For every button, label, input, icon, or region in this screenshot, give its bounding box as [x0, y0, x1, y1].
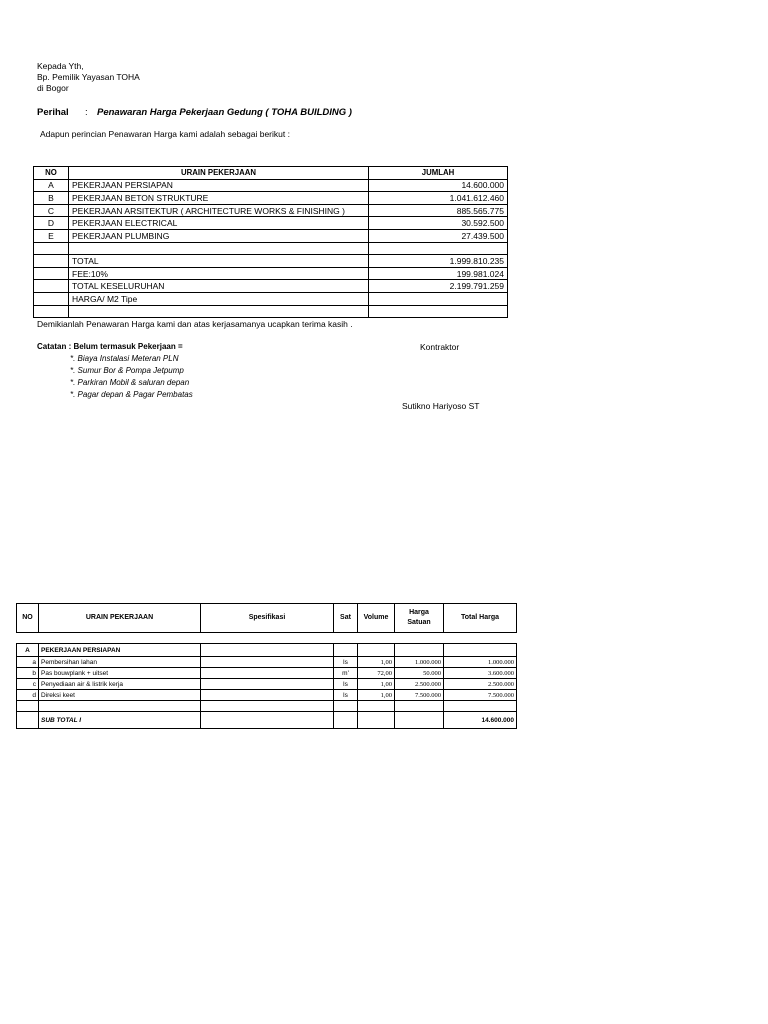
detail-header-specification: Spesifikasi	[201, 604, 334, 633]
summary-row-grand-total	[34, 280, 508, 293]
detail-header-description: URAIN PEKERJAAN	[39, 604, 201, 633]
row-no	[34, 305, 69, 318]
row-description: TOTAL KESELURUHAN	[69, 280, 369, 293]
empty-cell	[17, 712, 39, 729]
row-no	[34, 267, 69, 280]
detail-row	[17, 668, 517, 679]
detail-subtotal-row	[17, 712, 517, 729]
empty-cell	[358, 701, 395, 712]
empty-cell	[334, 644, 358, 657]
item-description: Pembersihan lahan	[39, 657, 201, 668]
detail-header-unit-price: Harga Satuan	[395, 604, 444, 633]
detail-section-row	[17, 644, 517, 657]
recipient-line-1: Kepada Yth,	[37, 61, 84, 71]
item-total-price: 3.600.000	[444, 668, 517, 679]
item-specification	[201, 679, 334, 690]
row-no: D	[34, 217, 69, 230]
perihal-subject: Penawaran Harga Pekerjaan Gedung ( TOHA BUILDING )	[97, 107, 352, 118]
empty-cell	[444, 644, 517, 657]
row-description	[69, 242, 369, 255]
note-item: *. Sumur Bor & Pompa Jetpump	[70, 366, 184, 375]
item-total-price: 7.500.000	[444, 690, 517, 701]
item-specification	[201, 657, 334, 668]
item-total-price: 2.500.000	[444, 679, 517, 690]
row-no	[34, 255, 69, 268]
empty-cell	[201, 644, 334, 657]
detail-table	[16, 603, 517, 729]
header-description: URAIN PEKERJAAN	[69, 167, 369, 180]
empty-cell	[358, 712, 395, 729]
detail-row	[17, 657, 517, 668]
summary-row	[34, 192, 508, 205]
summary-row	[34, 204, 508, 217]
summary-header-row	[34, 167, 508, 180]
empty-cell	[395, 701, 444, 712]
row-amount	[369, 242, 508, 255]
item-specification	[201, 668, 334, 679]
row-no	[34, 242, 69, 255]
detail-spacer-row	[17, 633, 517, 644]
detail-empty-row	[17, 701, 517, 712]
item-unit-price: 2.500.000	[395, 679, 444, 690]
subtotal-value: 14.600.000	[444, 712, 517, 729]
empty-cell	[334, 701, 358, 712]
item-description: Pas bouwplank + uitset	[39, 668, 201, 679]
summary-row-fee	[34, 267, 508, 280]
row-description: HARGA/ M2 Tipe	[69, 292, 369, 305]
row-amount	[369, 305, 508, 318]
row-amount: 1.999.810.235	[369, 255, 508, 268]
empty-cell	[395, 712, 444, 729]
empty-cell	[201, 701, 334, 712]
item-no: d	[17, 690, 39, 701]
contractor-label: Kontraktor	[420, 342, 460, 352]
recipient-line-3: di Bogor	[37, 83, 69, 93]
row-amount	[369, 292, 508, 305]
detail-row	[17, 690, 517, 701]
section-title: PEKERJAAN PERSIAPAN	[39, 644, 201, 657]
item-unit-price: 50.000	[395, 668, 444, 679]
item-description: Penyediaan air & listrik kerja	[39, 679, 201, 690]
row-no	[34, 280, 69, 293]
item-no: c	[17, 679, 39, 690]
note-item: *. Parkiran Mobil & saluran depan	[70, 378, 190, 387]
intro-text: Adapun perincian Penawaran Harga kami adalah sebagai berikut :	[40, 129, 290, 139]
empty-cell	[201, 712, 334, 729]
row-no: E	[34, 229, 69, 242]
summary-row	[34, 217, 508, 230]
item-volume: 1,00	[358, 679, 395, 690]
row-description: PEKERJAAN ELECTRICAL	[69, 217, 369, 230]
closing-text: Demikianlah Penawaran Harga kami dan atas kerjasamanya ucapkan terima kasih .	[37, 319, 353, 329]
row-no: C	[34, 204, 69, 217]
row-amount: 27.439.500	[369, 229, 508, 242]
item-unit: ls	[334, 679, 358, 690]
summary-row-total	[34, 255, 508, 268]
detail-row	[17, 679, 517, 690]
header-no: NO	[34, 167, 69, 180]
notes-title: Catatan : Belum termasuk Pekerjaan =	[37, 342, 183, 351]
row-amount: 199.981.024	[369, 267, 508, 280]
row-no: B	[34, 192, 69, 205]
row-no	[34, 292, 69, 305]
item-unit: ls	[334, 657, 358, 668]
note-item: *. Biaya Instalasi Meteran PLN	[70, 354, 179, 363]
row-description: TOTAL	[69, 255, 369, 268]
item-specification	[201, 690, 334, 701]
detail-header-volume: Volume	[358, 604, 395, 633]
summary-row-price-per-m2	[34, 292, 508, 305]
item-no: a	[17, 657, 39, 668]
empty-cell	[395, 644, 444, 657]
summary-row-empty	[34, 305, 508, 318]
row-description: FEE:10%	[69, 267, 369, 280]
item-total-price: 1.000.000	[444, 657, 517, 668]
perihal-label: Perihal	[37, 107, 69, 118]
subtotal-label: SUB TOTAL I	[39, 712, 201, 729]
row-description	[69, 305, 369, 318]
note-item: *. Pagar depan & Pagar Pembatas	[70, 390, 193, 399]
perihal-colon: :	[85, 107, 88, 118]
item-no: b	[17, 668, 39, 679]
row-description: PEKERJAAN BETON STRUKTURE	[69, 192, 369, 205]
empty-cell	[358, 644, 395, 657]
row-amount: 14.600.000	[369, 179, 508, 192]
row-amount: 30.592.500	[369, 217, 508, 230]
header-amount: JUMLAH	[369, 167, 508, 180]
summary-row	[34, 179, 508, 192]
item-unit: m'	[334, 668, 358, 679]
signer-name: Sutikno Hariyoso ST	[402, 401, 480, 411]
section-no: A	[17, 644, 39, 657]
item-volume: 72,00	[358, 668, 395, 679]
spacer	[17, 633, 517, 644]
row-no: A	[34, 179, 69, 192]
summary-row-empty	[34, 242, 508, 255]
item-description: Direksi keet	[39, 690, 201, 701]
item-unit-price: 1.000.000	[395, 657, 444, 668]
detail-header-total-price: Total Harga	[444, 604, 517, 633]
item-volume: 1,00	[358, 657, 395, 668]
row-description: PEKERJAAN PERSIAPAN	[69, 179, 369, 192]
row-amount: 1.041.612.460	[369, 192, 508, 205]
empty-cell	[444, 701, 517, 712]
empty-cell	[39, 701, 201, 712]
row-description: PEKERJAAN ARSITEKTUR ( ARCHITECTURE WORKS & FINISHING )	[69, 204, 369, 217]
row-amount: 885.565.775	[369, 204, 508, 217]
row-amount: 2.199.791.259	[369, 280, 508, 293]
item-unit: ls	[334, 690, 358, 701]
item-unit-price: 7.500.000	[395, 690, 444, 701]
empty-cell	[334, 712, 358, 729]
summary-row	[34, 229, 508, 242]
item-volume: 1,00	[358, 690, 395, 701]
summary-table	[33, 166, 508, 318]
detail-header-no: NO	[17, 604, 39, 633]
recipient-line-2: Bp. Pemilik Yayasan TOHA	[37, 72, 140, 82]
detail-header-unit: Sat	[334, 604, 358, 633]
detail-header-row	[17, 604, 517, 633]
row-description: PEKERJAAN PLUMBING	[69, 229, 369, 242]
empty-cell	[17, 701, 39, 712]
